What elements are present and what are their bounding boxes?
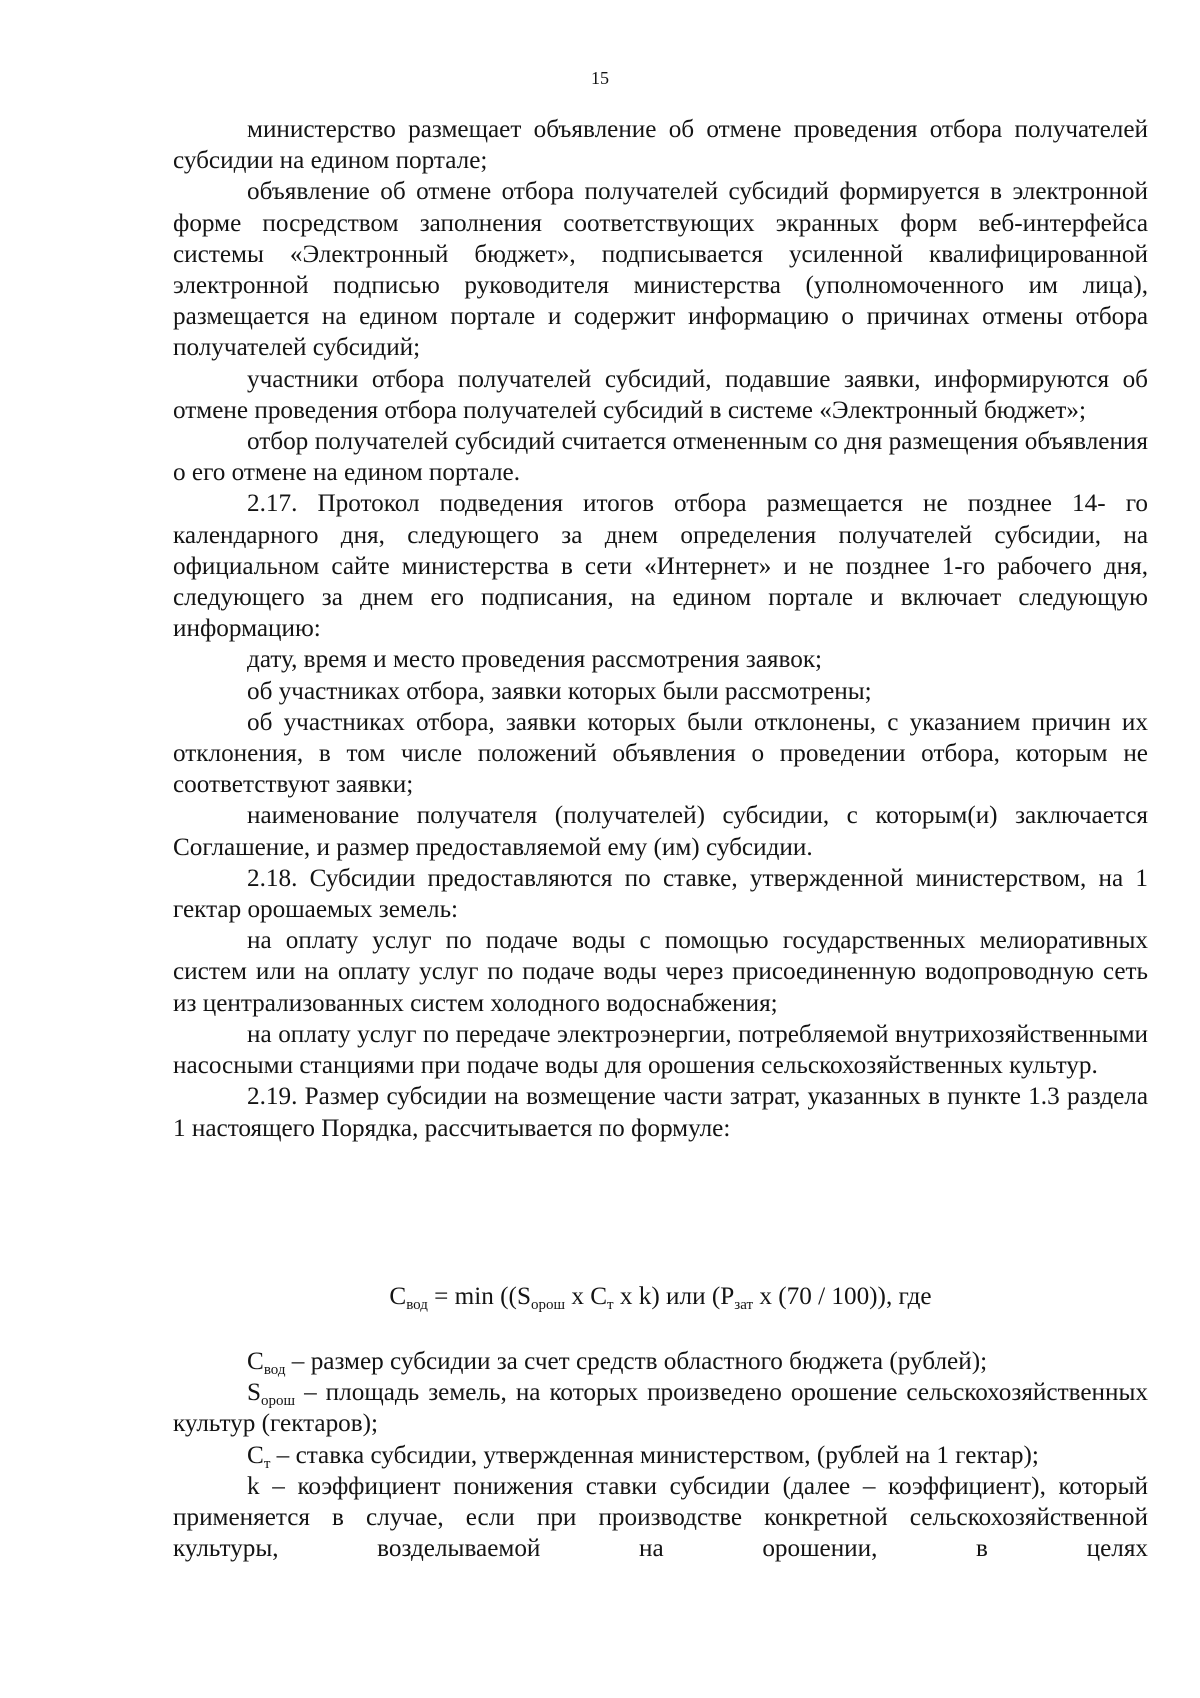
formula-definitions (173, 1346, 1148, 1564)
paragraph: на оплату услуг по подаче воды с помощью государственных мелиоративных систем или на оплату услуг по подаче воды через присоединенную водопроводную сеть из централизованных систем холодного водоснабжения; (173, 927, 1148, 1017)
paragraph: объявление об отмене отбора получателей субсидий формируется в электронной форме посредством заполнения соответствующих экранных форм веб-интерфейса системы «Электронный бюджет», подписывается усиленной квалифицированной электронной подписью руководителя министерства (уполномоченного им лица), размещается на едином портале и содержит информацию о причинах отмены отбора получателей субсидий; (173, 178, 1148, 362)
paragraph: отбор получателей субсидий считается отмененным со дня размещения объявления о его отмене на едином портале. (173, 428, 1148, 487)
paragraph: на оплату услуг по передаче электроэнергии, потребляемой внутрихозяйственными насосными станциями при подаче воды для орошения сельскохозяйственных культур. (173, 1020, 1148, 1080)
paragraph-2-18: 2.18. Субсидии предоставляются по ставке, утвержденной министерством, на 1 гектар орошаемых земель: (173, 864, 1148, 924)
page-number: 15 (591, 68, 609, 88)
document-body (173, 114, 1148, 1144)
subsidy-formula: $С_{вод} = \min ((S_{орош}$ x $С_т$ x k) или ($Р_{зат}$ x (70 / 100)), где (389, 1283, 932, 1313)
definition-c-t: $С_т$ – ставка субсидии, утвержденная министерством, (рублей на 1 гектар); (247, 1441, 1039, 1472)
definition-k: k – коэффициент понижения ставки субсидии (далее – коэффициент), который применяется в случае, если при производстве конкретной сельскохозяйственной культуры, возделываемой на орошении, в целях (173, 1472, 1148, 1563)
paragraph-2-17: 2.17. Протокол подведения итогов отбора размещается не позднее 14- го календарного дня, следующего за днем определения получателей субсидии, на официальном сайте министерства в сети «Интернет» и не позднее 1-го рабочего дня, следующего за днем его подписания, на едином портале и включает следующую информацию: (173, 490, 1148, 643)
paragraph: участники отбора получателей субсидий, подавшие заявки, информируются об отмене проведения отбора получателей субсидий в системе «Электронный бюджет»; (173, 365, 1148, 424)
paragraph-2-19: 2.19. Размер субсидии на возмещение части затрат, указанных в пункте 1.3 раздела 1 настоящего Порядка, рассчитывается по формуле: (173, 1083, 1148, 1142)
definition-c-vod: $С_{вод}$ – размер субсидии за счет средств областного бюджета (рублей); (247, 1348, 988, 1378)
definition-s-orosh: $S_{орош}$ – площадь земель, на которых произведено орошение сельскохозяйственных культур (гектаров); (173, 1379, 1148, 1438)
paragraph: об участниках отбора, заявки которых были рассмотрены; (247, 677, 872, 705)
paragraph: об участниках отбора, заявки которых были отклонены, с указанием причин их отклонения, в том числе положений объявления о проведении отбора, которым не соответствуют заявки; (173, 708, 1148, 799)
paragraph: министерство размещает объявление об отмене проведения отбора получателей субсидии на едином портале; (173, 116, 1148, 175)
paragraph: дату, время и место проведения рассмотрения заявок; (247, 646, 823, 674)
paragraph: наименование получателя (получателей) субсидии, с которым(и) заключается Соглашение, и размер предоставляемой ему (им) субсидии. (173, 802, 1148, 861)
